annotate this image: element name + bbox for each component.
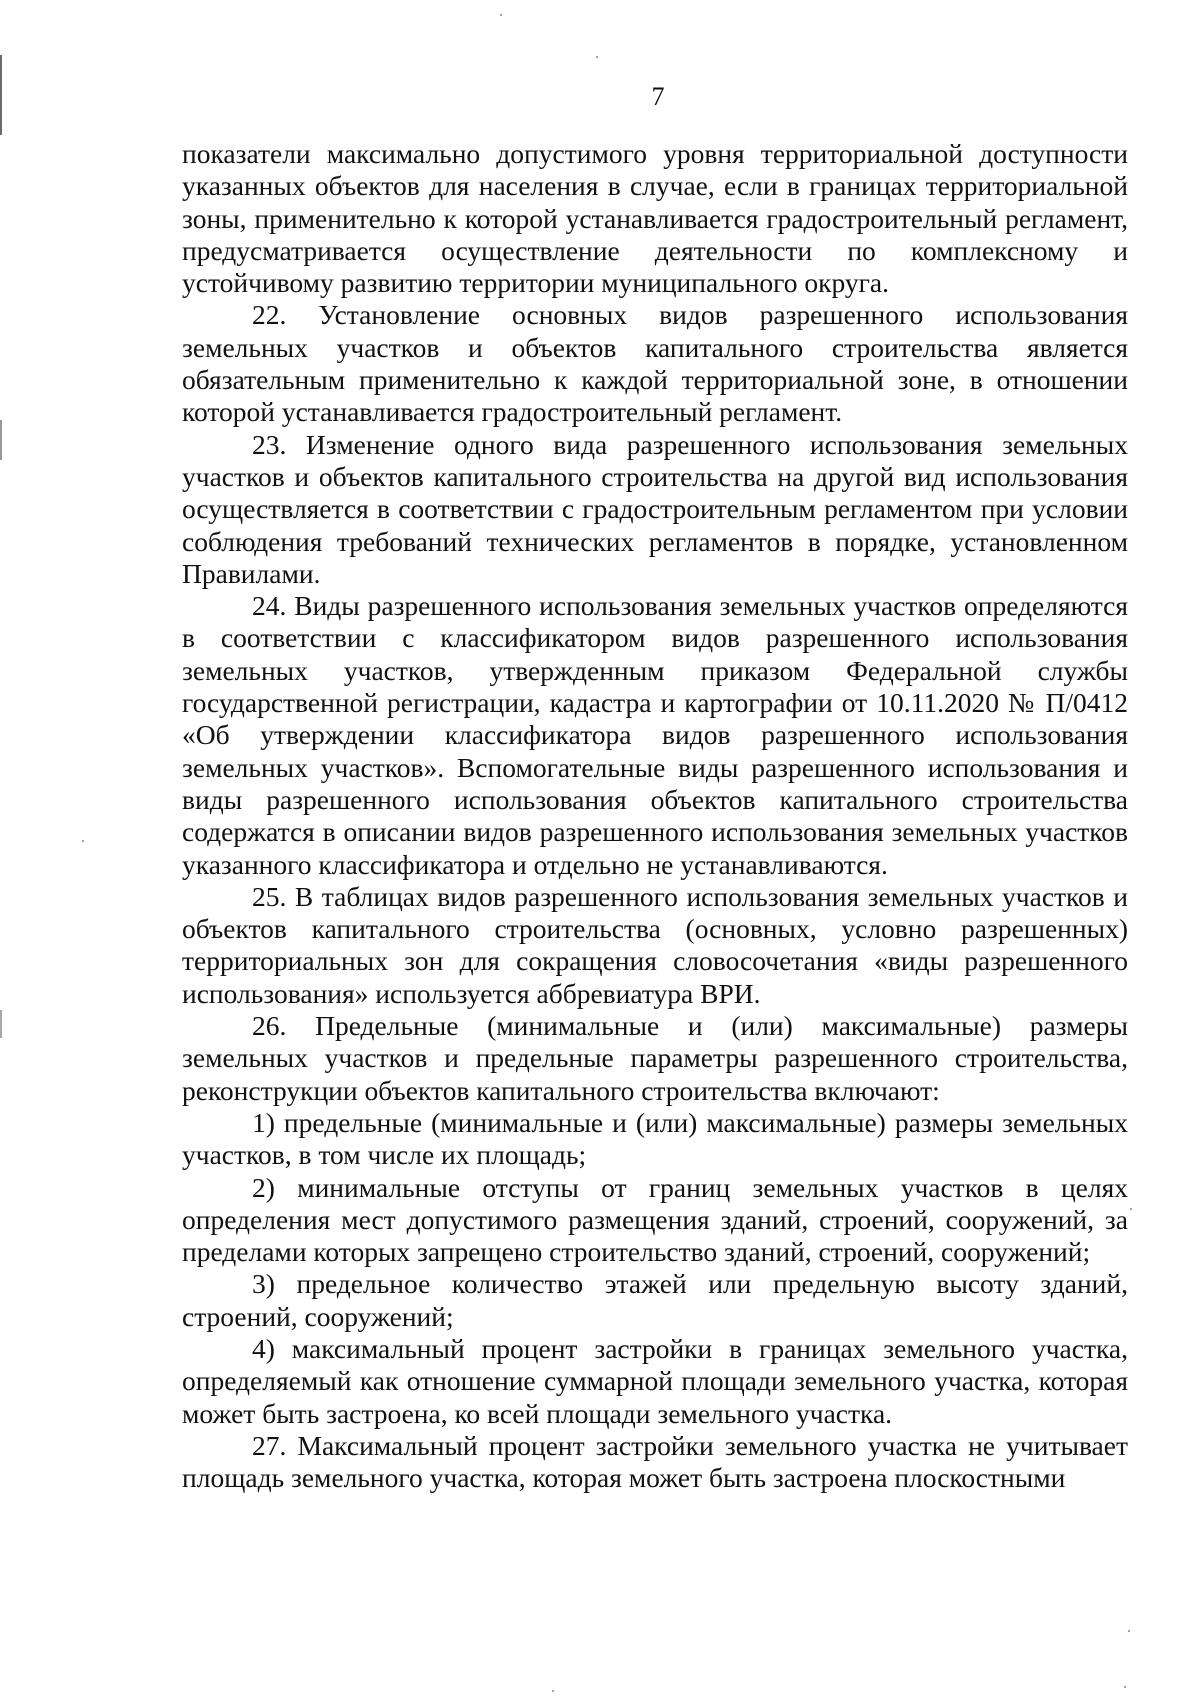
document-body	[182, 138, 1128, 1494]
list-item-2: 2) минимальные отступы от границ земельных участков в целях определения мест допустимого размещения зданий, строений, сооружений, за пределами которых запрещено строительство зданий, строений, сооружений;	[182, 1171, 1128, 1268]
list-item-3: 3) предельное количество этажей или предельную высоту зданий, строений, сооружений;	[182, 1268, 1128, 1332]
paragraph-item-22: 22. Установление основных видов разрешенного использования земельных участков и объектов капитального строительства является обязательным применительно к каждой территориальной зоне, в отношении которой устанавливается градостроительный регламент.	[182, 299, 1128, 428]
scan-speck	[82, 840, 84, 842]
scan-speck	[1124, 1686, 1126, 1688]
paragraph-item-26: 26. Предельные (минимальные и (или) максимальные) размеры земельных участков и предельные параметры разрешенного строительства, реконструкции объектов капитального строительства включают:	[182, 1010, 1128, 1106]
scan-edge-mark	[0, 420, 2, 460]
scan-speck	[552, 1690, 554, 1692]
scan-speck	[500, 14, 502, 16]
page-number: 7	[651, 82, 665, 111]
scan-speck	[1128, 1630, 1130, 1632]
paragraph-item-23: 23. Изменение одного вида разрешенного использования земельных участков и объектов капитального строительства на другой вид использования осуществляется в соответствии с градостроительным регламентом при условии соблюдения требований технических регламентов в порядке, установленном Правилами.	[182, 428, 1128, 589]
list-item-4: 4) максимальный процент застройки в границах земельного участка, определяемый как отношение суммарной площади земельного участка, которая может быть застроена, ко всей площади земельного участка.	[182, 1332, 1128, 1429]
paragraph-item-25: 25. В таблицах видов разрешенного использования земельных участков и объектов капитального строительства (основных, условно разрешенных) территориальных зон для сокращения словосочетания «виды разрешенного использования» используется аббревиатура ВРИ.	[182, 880, 1128, 1009]
paragraph-item-27: 27. Максимальный процент застройки земельного участка не учитывает площадь земельного участка, которая может быть застроена плоскостными	[182, 1429, 1128, 1494]
paragraph-item-24: 24. Виды разрешенного использования земельных участков определяются в соответствии с классификатором видов разрешенного использования земельных участков, утвержденным приказом Федеральной службы государственной регистрации, кадастра и картографии от 10.11.2020 № П/0412 «Об утверждении классификатора видов разрешенного использования земельных участков». Вспомогательные виды разрешенного использования и виды разрешенного использования объектов капитального строительства содержатся в описании видов разрешенного использования земельных участков указанного классификатора и отдельно не устанавливаются.	[182, 590, 1128, 880]
paragraph-continuation: показатели максимально допустимого уровня территориальной доступности указанных объектов для населения в случае, если в границах территориальной зоны, применительно к которой устанавливается градостроительный регламент, предусматривается осуществление деятельности по комплексному и устойчивому развитию территории муниципального округа.	[182, 138, 1128, 299]
scan-speck	[1130, 1208, 1132, 1210]
list-item-1: 1) предельные (минимальные и (или) максимальные) размеры земельных участков, в том числе их площадь;	[182, 1106, 1128, 1171]
scan-speck	[596, 56, 598, 58]
scan-edge-mark	[0, 1010, 2, 1038]
